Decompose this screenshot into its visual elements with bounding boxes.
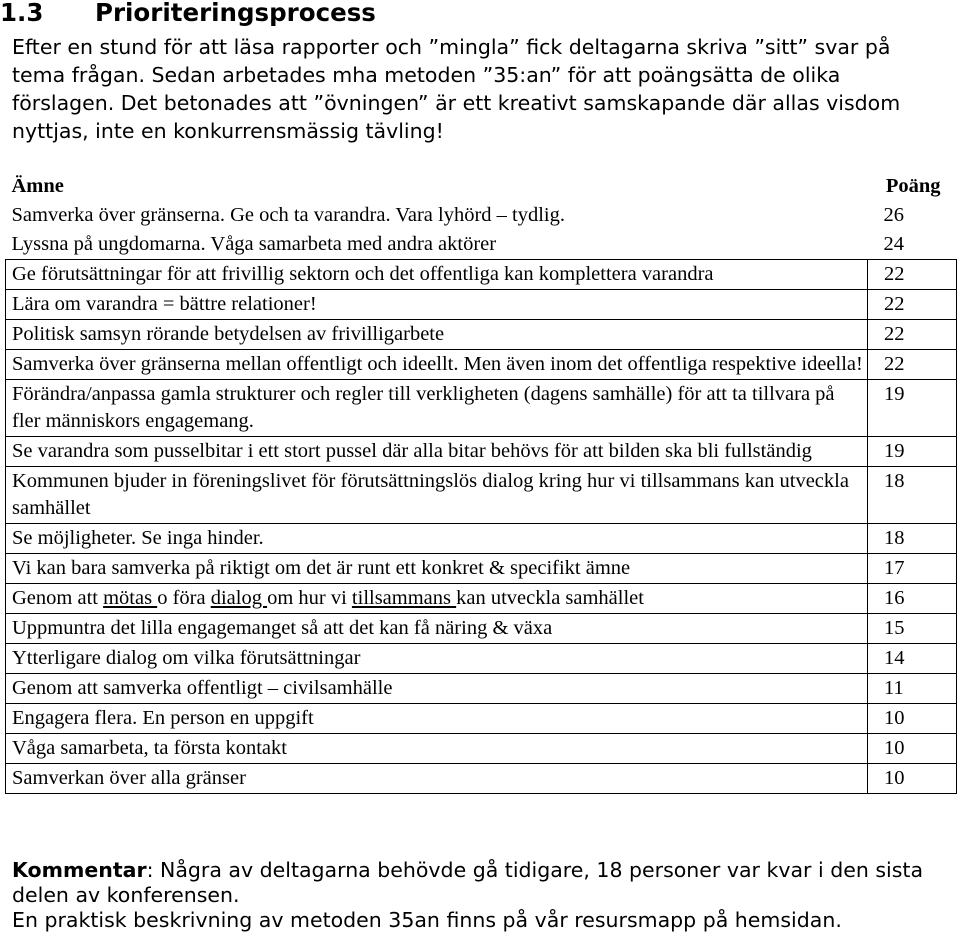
underlined-word: dialog [210, 587, 268, 609]
comment-text: : Några av deltagarna behövde gå tidigare, 18 personer var kvar i den sista delen av konferensen. [12, 858, 924, 907]
section-title: Prioriteringsprocess [95, 0, 376, 27]
priority-table [5, 172, 957, 794]
row-topic: Samverka över gränserna. Ge och ta varandra. Vara lyhörd – tydlig. [11, 204, 565, 226]
section-heading [0, 0, 376, 28]
table-row [6, 674, 957, 704]
table-row [6, 260, 957, 290]
table-row [6, 467, 957, 524]
topic-text: Genom att [12, 587, 104, 609]
table-row [6, 644, 957, 674]
table-row [6, 764, 957, 794]
resource-note: En praktisk beskrivning av metoden 35an finns på vår resursmapp på hemsidan. [12, 908, 842, 932]
table-row [6, 437, 957, 467]
row-topic: Se varandra som pusselbitar i ett stort pussel där alla bitar behövs för att bilden ska bli fullständig [6, 437, 868, 467]
row-points: 16 [868, 584, 957, 614]
underlined-word: mötas [103, 587, 158, 609]
topic-text: o föra [157, 587, 211, 609]
row-topic: Se möjligheter. Se inga hinder. [6, 524, 868, 554]
row-points: 17 [868, 554, 957, 584]
table-row [6, 380, 957, 437]
row-topic: Vi kan bara samverka på riktigt om det är runt ett konkret & specifikt ämne [6, 554, 868, 584]
row-topic: Politisk samsyn rörande betydelsen av frivilligarbete [6, 320, 868, 350]
intro-paragraph: Efter en stund för att läsa rapporter och ”mingla” fick deltagarna skriva ”sitt” svar på tema frågan. Sedan arbetades mha metoden ”35:an” för att poängsätta de olika förslagen. Det betonades att ”övningen” är ett kreativt samskapande där allas visdom nyttjas, inte en konkurrensmässig tävling! [12, 35, 901, 143]
header-points: Poäng [885, 175, 941, 197]
row-topic: Våga samarbeta, ta första kontakt [6, 734, 868, 764]
row-points: 19 [868, 437, 957, 467]
row-topic: Ytterligare dialog om vilka förutsättningar [6, 644, 868, 674]
table-row [6, 290, 957, 320]
comment-line [12, 858, 952, 908]
row-topic: Ge förutsättningar för att frivillig sektorn och det offentliga kan komplettera varandra [6, 260, 868, 290]
row-points: 15 [868, 614, 957, 644]
header-topic: Ämne [11, 175, 64, 197]
row-topic: Engagera flera. En person en uppgift [6, 704, 868, 734]
row-points: 22 [868, 260, 957, 290]
table-header-row [6, 172, 957, 201]
row-points: 22 [868, 320, 957, 350]
table-row [6, 350, 957, 380]
row-points: 10 [868, 704, 957, 734]
table-row [6, 584, 957, 614]
topic-text: kan utveckla samhället [456, 587, 644, 609]
row-points: 14 [868, 644, 957, 674]
row-topic: Förändra/anpassa gamla strukturer och regler till verkligheten (dagens samhälle) för att ta tillvara på fler människors engagemang. [6, 380, 868, 437]
table-row [6, 201, 957, 230]
row-topic [6, 584, 868, 614]
row-points: 19 [868, 380, 957, 437]
comment-block [12, 858, 952, 933]
row-topic: Genom att samverka offentligt – civilsamhälle [6, 674, 868, 704]
table-row [6, 230, 957, 260]
underlined-word: tillsammans [351, 587, 457, 609]
table-row [6, 320, 957, 350]
row-topic: Uppmuntra det lilla engagemanget så att det kan få näring & växa [6, 614, 868, 644]
table-row [6, 524, 957, 554]
row-points: 26 [883, 204, 904, 226]
row-points: 11 [868, 674, 957, 704]
table-row [6, 734, 957, 764]
row-topic: Lära om varandra = bättre relationer! [6, 290, 868, 320]
row-points: 22 [868, 290, 957, 320]
section-number: 1.3 [0, 0, 44, 27]
row-topic: Lyssna på ungdomarna. Våga samarbeta med andra aktörer [11, 233, 497, 255]
row-points: 18 [868, 524, 957, 554]
table-row [6, 704, 957, 734]
row-points: 22 [868, 350, 957, 380]
table-row [6, 614, 957, 644]
table-row [6, 554, 957, 584]
row-points: 24 [883, 233, 904, 255]
row-points: 10 [868, 734, 957, 764]
row-points: 10 [868, 764, 957, 794]
comment-label: Kommentar [12, 858, 147, 882]
row-topic: Samverka över gränserna mellan offentligt och ideellt. Men även inom det offentliga respektive ideella! [6, 350, 868, 380]
row-topic: Samverkan över alla gränser [6, 764, 868, 794]
topic-text: om hur vi [267, 587, 352, 609]
row-points: 18 [868, 467, 957, 524]
row-topic: Kommunen bjuder in föreningslivet för förutsättningslös dialog kring hur vi tillsammans kan utveckla samhället [6, 467, 868, 524]
